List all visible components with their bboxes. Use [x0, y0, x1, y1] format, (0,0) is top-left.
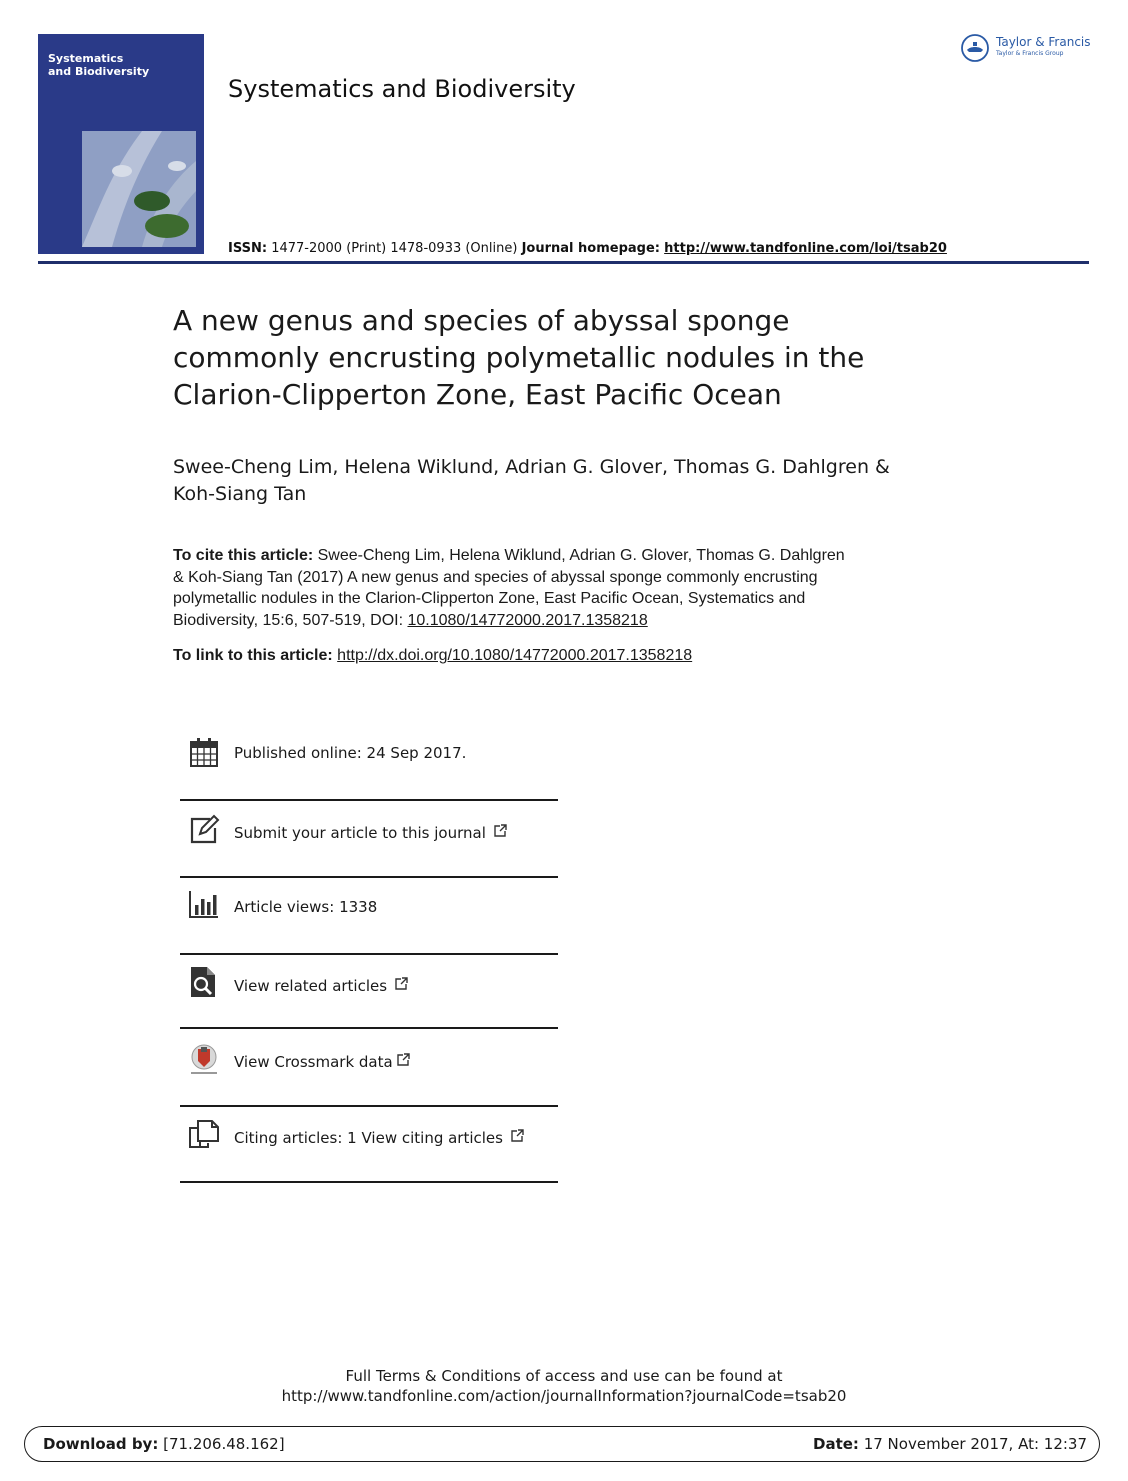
bar-chart-icon: [188, 889, 220, 921]
terms-url-link[interactable]: http://www.tandfonline.com/action/journalInformation?journalCode=tsab20: [281, 1387, 847, 1405]
citation-label: To cite this article:: [173, 547, 314, 564]
info-item-related[interactable]: [180, 966, 558, 1002]
authors-line: Koh-Siang Tan: [173, 483, 307, 505]
header-divider: [38, 261, 1089, 264]
info-divider: [180, 953, 558, 955]
crossmark-label: View Crossmark data: [234, 1053, 393, 1071]
info-divider: [180, 1105, 558, 1107]
info-divider: [180, 1181, 558, 1183]
download-date-label: Date:: [813, 1435, 859, 1453]
journal-title: Systematics and Biodiversity: [228, 75, 576, 103]
article-views-label: Article views: 1338: [234, 898, 378, 916]
journal-cover-image: [38, 34, 204, 254]
journal-homepage-link[interactable]: http://www.tandfonline.com/loi/tsab20: [664, 241, 947, 256]
publisher-lamp-icon: [960, 33, 990, 63]
view-crossmark-link[interactable]: [234, 1052, 410, 1072]
article-authors: [173, 454, 973, 508]
external-link-icon: [395, 977, 408, 990]
published-date-label: Published online: 24 Sep 2017.: [234, 744, 467, 762]
related-articles-label: View related articles: [234, 977, 388, 995]
submit-article-link[interactable]: [234, 823, 507, 843]
citation-text: Swee-Cheng Lim, Helena Wiklund, Adrian G. Glover, Thomas G. Dahlgren: [313, 547, 845, 564]
cover-journal-title: Systematics and Biodiversity: [48, 52, 150, 78]
download-by-value: [71.206.48.162]: [158, 1435, 285, 1453]
doi-link[interactable]: 10.1080/14772000.2017.1358218: [407, 611, 648, 629]
link-label: To link to this article:: [173, 647, 338, 664]
citing-articles-link[interactable]: [234, 1128, 524, 1148]
info-divider: [180, 799, 558, 801]
external-link-icon: [511, 1129, 524, 1142]
citing-articles-icon: [188, 1119, 220, 1151]
article-link-line: [173, 645, 692, 667]
homepage-label: Journal homepage:: [521, 241, 660, 256]
info-divider: [180, 1027, 558, 1029]
publisher-logo[interactable]: [960, 33, 1096, 63]
info-item-submit[interactable]: [180, 814, 558, 850]
citing-articles-label: Citing articles: 1 View citing articles: [234, 1129, 503, 1147]
article-title-line: Clarion-Clipperton Zone, East Pacific Ocean: [173, 378, 782, 411]
article-title: [173, 302, 973, 413]
issn-line: [228, 240, 947, 258]
info-item-published: [180, 736, 558, 772]
citation-text: Biodiversity, 15:6, 507-519, DOI:: [173, 611, 408, 629]
publisher-tagline: Taylor & Francis Group: [996, 50, 1064, 57]
download-by: [43, 1434, 285, 1454]
article-doi-url-link[interactable]: http://dx.doi.org/10.1080/14772000.2017.1358218: [337, 647, 693, 664]
crossmark-icon: [188, 1043, 220, 1075]
citation-text: & Koh-Siang Tan (2017) A new genus and species of abyssal sponge commonly encrusting: [173, 568, 818, 586]
issn-value: 1477-2000 (Print) 1478-0933 (Online): [271, 241, 518, 256]
terms-text: Full Terms & Conditions of access and use can be found at: [345, 1367, 783, 1385]
submit-article-label: Submit your article to this journal: [234, 824, 486, 842]
article-title-line: commonly encrusting polymetallic nodules in the: [173, 341, 865, 374]
terms-and-conditions: [0, 1366, 1128, 1406]
info-item-citing[interactable]: [180, 1119, 558, 1155]
external-link-icon: [494, 824, 507, 837]
info-item-views: [180, 889, 558, 925]
edit-icon: [188, 814, 220, 846]
article-title-line: A new genus and species of abyssal sponge: [173, 304, 790, 337]
calendar-icon: [188, 736, 220, 768]
authors-line: Swee-Cheng Lim, Helena Wiklund, Adrian G. Glover, Thomas G. Dahlgren &: [173, 456, 890, 478]
download-by-label: Download by:: [43, 1435, 159, 1453]
citation-text: polymetallic nodules in the Clarion-Clipperton Zone, East Pacific Ocean, Systematics and: [173, 590, 806, 607]
info-divider: [180, 876, 558, 878]
citation-block: [173, 545, 953, 631]
issn-label: ISSN:: [228, 241, 268, 256]
download-date: [813, 1434, 1087, 1454]
cover-artwork: [82, 131, 196, 247]
search-document-icon: [188, 966, 220, 998]
external-link-icon: [397, 1053, 410, 1066]
download-date-value: 17 November 2017, At: 12:37: [858, 1435, 1087, 1453]
info-item-crossmark[interactable]: [180, 1043, 558, 1081]
download-info-bar: [24, 1426, 1100, 1462]
view-related-articles-link[interactable]: [234, 976, 408, 996]
publisher-name: Taylor & Francis: [996, 35, 1091, 49]
